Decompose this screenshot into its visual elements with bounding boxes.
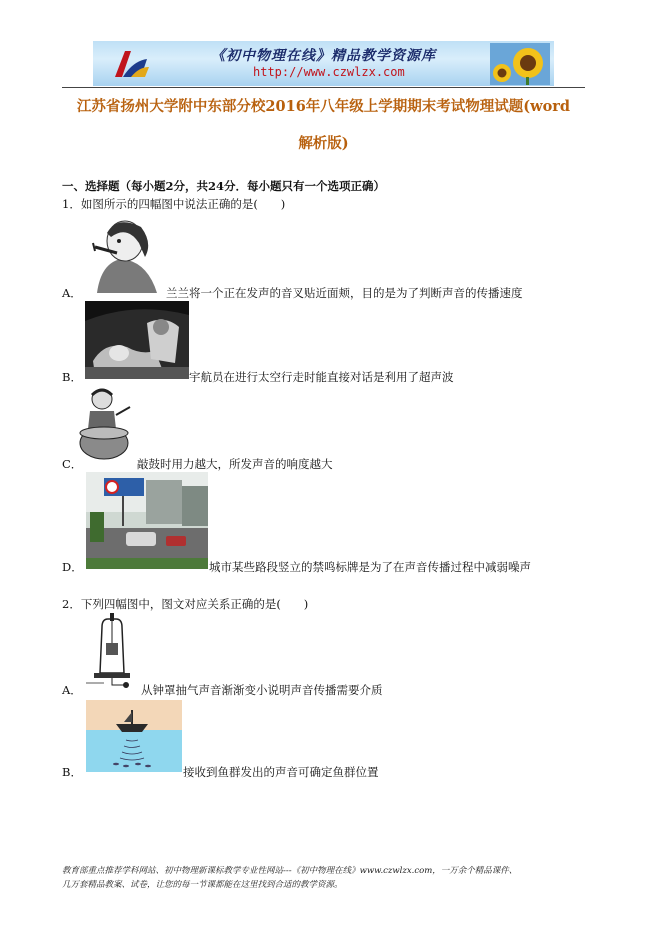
q2-option-b-text: 接收到鱼群发出的声音可确定鱼群位置: [183, 765, 379, 779]
header-banner: [93, 41, 554, 86]
header-rule: [62, 87, 585, 88]
q2-option-a-text: 从钟罩抽气声音渐渐变小说明声音传播需要介质: [141, 683, 383, 697]
q2-option-a-letter: A．: [62, 683, 82, 697]
q1-stem: 1．如图所示的四幅图中说法正确的是( ): [62, 197, 286, 211]
q2-option-b-letter: B．: [62, 765, 82, 779]
q1-option-d-text: 城市某些路段竖立的禁鸣标牌是为了在声音传播过程中减弱噪声: [209, 560, 531, 574]
q1-image-c: [76, 385, 136, 465]
q1-image-a: [87, 213, 165, 293]
q1-option-b-text: 宇航员在进行太空行走时能直接对话是利用了超声波: [189, 370, 454, 384]
site-logo-icon: [111, 47, 151, 81]
q1-option-c-text: 敲鼓时用力越大，所发声音的响度越大: [137, 457, 333, 471]
q1-option-a-letter: A．: [62, 286, 82, 300]
q1-option-c-letter: C．: [62, 457, 83, 471]
q1-option-a-text: 兰兰将一个正在发声的音叉贴近面颊，目的是为了判断声音的传播速度: [166, 286, 523, 300]
q1-option-d-letter: D．: [62, 560, 83, 574]
banner-url: http://www.czwlzx.com: [253, 65, 405, 79]
banner-site-title: 《初中物理在线》精品教学资源库: [211, 48, 436, 64]
q2-image-a: [84, 613, 140, 693]
sunflower-icon: [490, 43, 550, 85]
document-title-line2: 解析版): [298, 135, 349, 152]
q2-image-b: [86, 700, 182, 772]
page-footer: [62, 864, 602, 892]
q2-stem: 2．下列四幅图中，图文对应关系正确的是( ): [62, 597, 309, 611]
document-title-line1: 江苏省扬州大学附中东部分校2016年八年级上学期期末考试物理试题(word: [76, 98, 571, 115]
q1-option-b-letter: B．: [62, 370, 82, 384]
footer-line2: 几万套精品教案、试卷，让您的每一节课都能在这里找到合适的教学资源。: [62, 880, 343, 890]
q1-image-b: [85, 301, 189, 379]
footer-line1: 教育部重点推荐学科网站、初中物理新课标教学专业性网站---《初中物理在线》www.czwlzx.com，一万余个精品课件、: [62, 866, 518, 876]
q1-image-d: [86, 472, 208, 569]
section-heading: 一、选择题（每小题2分，共24分．每小题只有一个选项正确）: [62, 179, 386, 193]
